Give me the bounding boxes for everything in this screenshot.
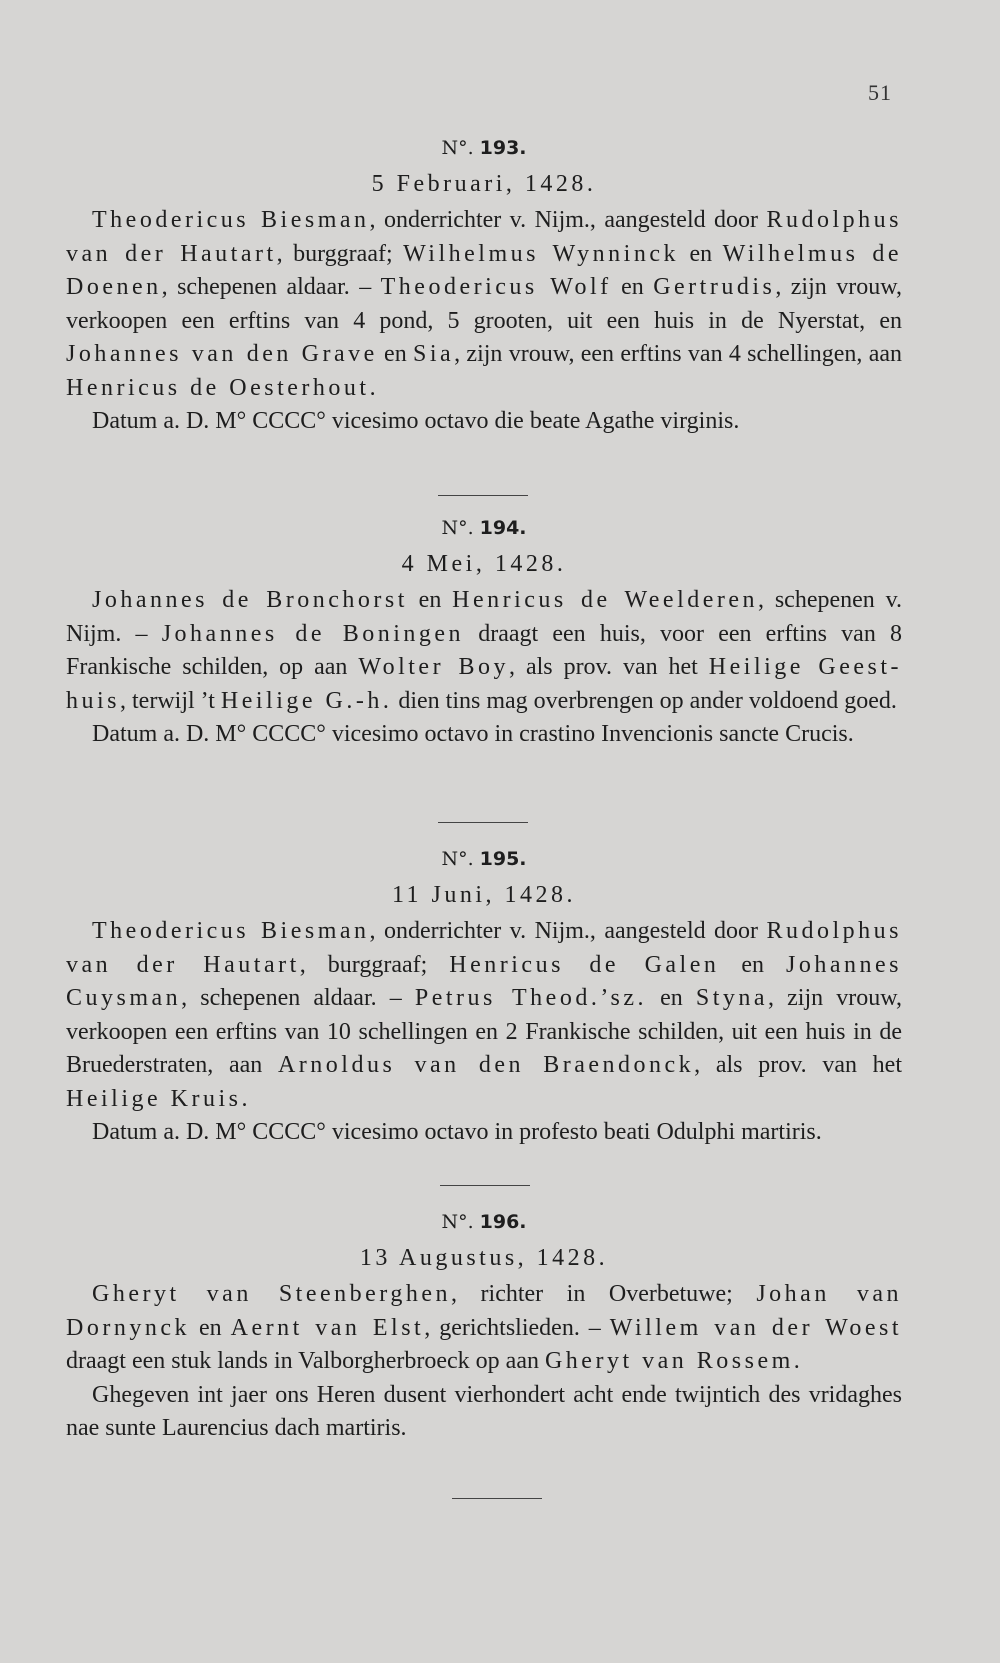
proper-name: Rudolphus van der Hautart (66, 207, 902, 267)
record-193 (66, 132, 902, 439)
record-number-value: 196. (479, 1211, 527, 1233)
record-number-value: 194. (479, 517, 527, 539)
body-text: en (189, 1314, 231, 1341)
body-text: , als prov. van het (509, 654, 709, 680)
separator-rule (452, 1498, 542, 1499)
record-number-prefix: N°. (441, 137, 474, 159)
record-date: 13 Augustus, 1428. (359, 1245, 609, 1271)
body-text: , onderrichter v. Nijm., aangesteld door (369, 918, 767, 944)
body-text: draagt een huis, voor een erftins van 8 Frankische schilden, op aan (66, 620, 902, 680)
record-body (66, 1278, 902, 1379)
proper-name: Heilige Kruis (66, 1085, 242, 1112)
proper-name: Aernt van Elst (230, 1314, 425, 1341)
body-text: , schepenen aldaar. – (161, 274, 381, 300)
proper-name: Wilhelmus de Doenen (66, 240, 903, 300)
body-text: , zijn vrouw, een erftins van 4 schellingen, aan (454, 341, 903, 367)
body-text: , onderrichter v. Nijm., aangesteld door (369, 207, 767, 233)
body-text: dien tins mag overbrengen op ander voldoend goed. (392, 687, 897, 714)
proper-name: Henricus de Weelderen (452, 587, 759, 613)
record-number-prefix: N°. (441, 1211, 474, 1233)
body-text: . (369, 374, 376, 401)
separator-rule (440, 1185, 530, 1186)
record-date: 5 Februari, 1428. (371, 171, 597, 197)
record-196 (66, 1206, 902, 1446)
record-194 (66, 512, 902, 752)
proper-name: Johannes de Bronchorst (92, 587, 408, 613)
proper-name: Theodericus Biesman (92, 918, 370, 944)
body-text: , richter in Overbetuwe; (451, 1281, 757, 1307)
record-number-prefix: N°. (441, 848, 474, 870)
record-number-value: 195. (479, 848, 527, 870)
record-datum: Datum a. D. M° CCCC° vicesimo octavo in profesto beati Odulphi martiris. (92, 1119, 822, 1145)
proper-name: Wilhelmus Wynninck (403, 240, 679, 267)
separator-rule (438, 822, 528, 823)
proper-name: Gheryt van Steenberghen (92, 1281, 452, 1307)
proper-name: Styna (695, 985, 769, 1011)
proper-name: Rudolphus van der Hautart (66, 918, 902, 978)
proper-name: Johan van Dornynck (66, 1281, 902, 1341)
body-text: , terwijl ’t (120, 687, 221, 714)
body-text: , als prov. van het (694, 1052, 903, 1078)
record-body (66, 915, 902, 1116)
body-text: draagt een stuk lands in Valborgherbroeck op aan (66, 1348, 545, 1374)
body-text: , schepenen aldaar. – (181, 985, 415, 1011)
proper-name: Petrus Theod.’sz. (414, 985, 647, 1011)
separator-rule (438, 495, 528, 496)
record-number (66, 843, 902, 875)
body-text: , burggraaf; (299, 951, 450, 978)
record-datum: Datum a. D. M° CCCC° vicesimo octavo in crastino Invencionis sancte Crucis. (92, 721, 854, 747)
body-text: en (719, 951, 787, 978)
proper-name: Henricus de Galen (449, 951, 720, 978)
body-text: en (647, 985, 696, 1011)
body-text: , zijn vrouw, verkoopen een erftins van 10 schellingen en 2 Frankische schilden, uit een huis in de Bruederstraten, aan (66, 985, 903, 1078)
proper-name: Heilige G.-h. (220, 687, 393, 714)
proper-name: Heilige Geest-huis (66, 654, 903, 714)
record-number (66, 1206, 902, 1238)
proper-name: Johannes van den Grave (66, 341, 378, 367)
proper-name: Wolter Boy (358, 654, 510, 680)
body-text: en (611, 274, 654, 300)
body-text: . (241, 1085, 248, 1112)
record-number-prefix: N°. (441, 517, 474, 539)
record-195 (66, 843, 902, 1150)
proper-name: Johannes de Boningen (161, 620, 465, 647)
record-date: 11 Juni, 1428. (391, 882, 577, 908)
record-date: 4 Mei, 1428. (401, 551, 567, 577)
record-body (66, 204, 902, 405)
proper-name: Arnoldus van den Braendonck (277, 1052, 695, 1078)
body-text: . (793, 1348, 800, 1374)
record-body (66, 584, 902, 718)
record-datum: Ghegeven int jaer ons Heren dusent vierhondert acht ende twijntich des vridaghes nae sunte Laurencius dach martiris. (66, 1381, 902, 1441)
body-text: , gerichtslieden. – (424, 1314, 610, 1341)
body-text: en (679, 240, 723, 267)
body-text: , zijn vrouw, verkoopen een erftins van 4 pond, 5 grooten, uit een huis in de Nyerstat, en (66, 274, 902, 334)
body-text: , schepenen v. Nijm. – (66, 587, 903, 647)
proper-name: Theodericus Wolf (380, 274, 612, 300)
page-number: 51 (868, 80, 892, 105)
proper-name: Sia (412, 341, 455, 367)
proper-name: Johannes Cuysman (66, 951, 903, 1011)
record-number (66, 512, 902, 544)
proper-name: Willem van der Woest (609, 1314, 902, 1341)
body-text: en (377, 341, 413, 367)
body-text: en (407, 587, 453, 613)
record-number-value: 193. (479, 137, 527, 159)
proper-name: Gertrudis (653, 274, 776, 300)
proper-name: Henricus de Oesterhout (66, 374, 370, 401)
body-text: , burggraaf; (276, 240, 404, 267)
proper-name: Theodericus Biesman (92, 207, 370, 233)
record-number (66, 132, 902, 164)
record-datum: Datum a. D. M° CCCC° vicesimo octavo die beate Agathe virginis. (92, 408, 740, 434)
proper-name: Gheryt van Rossem (544, 1348, 794, 1374)
